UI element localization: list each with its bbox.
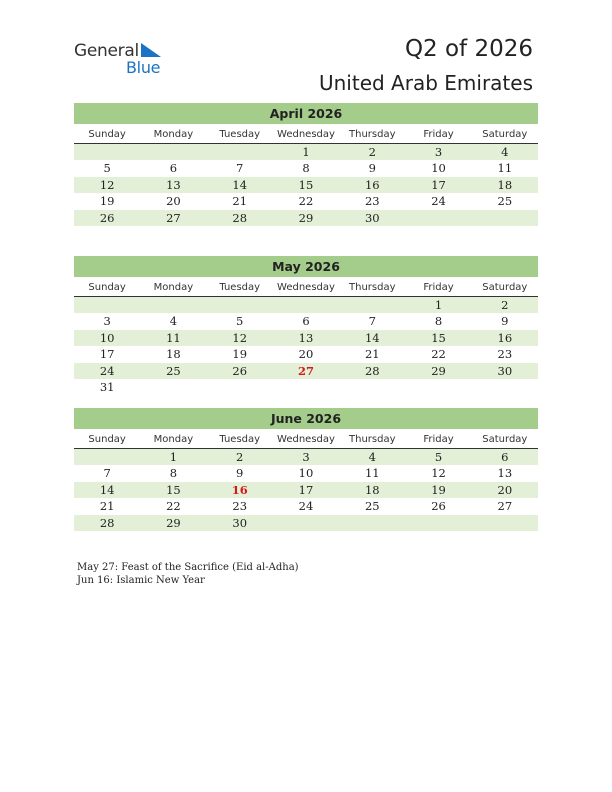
- week-row: [74, 498, 538, 514]
- month-title: May 2026: [74, 256, 538, 277]
- weekday-label: Monday: [153, 434, 194, 445]
- weekday-label: Wednesday: [277, 129, 335, 140]
- logo-blue-text: Blue: [126, 58, 161, 77]
- day-cell: 7: [368, 314, 376, 329]
- week-row: [74, 297, 538, 313]
- week-row: [74, 330, 538, 346]
- day-cell: [472, 515, 538, 531]
- week-row: [74, 379, 538, 395]
- day-cell: 18: [497, 177, 513, 192]
- day-cell: 6: [169, 161, 178, 176]
- day-cell: 12: [99, 177, 115, 192]
- day-cell: 1: [169, 450, 178, 464]
- day-cell: 25: [497, 194, 513, 209]
- day-cell: 21: [99, 499, 115, 514]
- day-cell: 19: [431, 482, 446, 497]
- day-cell: 24: [431, 194, 446, 209]
- day-cell: 27: [166, 210, 181, 225]
- weekday-label: Tuesday: [219, 129, 261, 140]
- day-cell: 13: [497, 466, 513, 481]
- day-cell: 9: [236, 466, 244, 481]
- week-row: [74, 160, 538, 176]
- day-cell: 10: [99, 330, 115, 345]
- day-cell: 17: [99, 347, 115, 362]
- day-cell: 25: [364, 499, 380, 514]
- weekday-label: Thursday: [349, 434, 396, 445]
- weekday-label: Sunday: [88, 434, 126, 445]
- weekday-label: Thursday: [349, 282, 396, 293]
- day-cell: 17: [431, 177, 446, 192]
- day-cell: 18: [166, 347, 181, 362]
- day-cell: 12: [232, 330, 248, 345]
- day-cell: 22: [166, 499, 181, 514]
- day-cell: 29: [298, 210, 314, 225]
- week-row: [74, 465, 538, 481]
- day-cell: 5: [434, 450, 443, 464]
- month-may: [74, 256, 538, 395]
- day-cell: 15: [166, 482, 181, 497]
- week-row: [74, 515, 538, 531]
- day-cell: 24: [298, 499, 314, 514]
- day-cell: 30: [364, 210, 380, 225]
- day-cell: 20: [166, 194, 181, 209]
- week-row: [74, 346, 538, 362]
- day-cell: 28: [232, 210, 248, 225]
- day-cell: 4: [368, 450, 376, 464]
- day-cell: 2: [368, 145, 376, 159]
- day-cell: [207, 379, 273, 395]
- day-cell: 2: [501, 298, 509, 312]
- day-cell: 26: [99, 210, 115, 225]
- day-cell: 3: [302, 450, 310, 464]
- holiday-notes: [77, 561, 299, 587]
- day-cell: 29: [431, 363, 446, 378]
- day-cell: 24: [99, 363, 115, 378]
- weekday-label: Friday: [423, 129, 454, 140]
- holiday-day-cell: 27: [297, 363, 314, 378]
- weekday-header-row: [74, 431, 538, 449]
- week-row: [74, 449, 538, 465]
- day-cell: 17: [298, 482, 314, 497]
- day-cell: 20: [298, 347, 314, 362]
- day-cell: 5: [103, 161, 111, 176]
- day-cell: 7: [103, 466, 111, 481]
- day-cell: 15: [298, 177, 314, 192]
- day-cell: 21: [364, 347, 380, 362]
- country-name: United Arab Emirates: [318, 71, 533, 95]
- day-cell: [140, 379, 206, 395]
- logo-flag-icon: [141, 43, 163, 59]
- month-title: April 2026: [74, 103, 538, 124]
- day-cell: 4: [169, 314, 178, 329]
- day-cell: 30: [497, 363, 513, 378]
- day-cell: [74, 449, 140, 465]
- holiday-day-cell: 16: [231, 482, 248, 497]
- day-cell: 6: [302, 314, 310, 329]
- day-cell: 19: [232, 347, 248, 362]
- day-cell: 16: [497, 330, 513, 345]
- day-cell: [273, 379, 339, 395]
- day-cell: 22: [431, 347, 446, 362]
- day-cell: [74, 144, 140, 160]
- day-cell: [339, 297, 405, 313]
- day-cell: [405, 515, 471, 531]
- weekday-header-row: [74, 279, 538, 297]
- day-cell: 2: [236, 450, 244, 464]
- weekday-label: Tuesday: [219, 282, 261, 293]
- day-cell: 14: [364, 330, 380, 345]
- day-cell: 29: [166, 515, 181, 530]
- weekday-label: Thursday: [349, 129, 396, 140]
- week-row: [74, 193, 538, 209]
- day-cell: 12: [431, 466, 446, 481]
- day-cell: 30: [232, 515, 248, 530]
- weekday-label: Wednesday: [277, 282, 335, 293]
- day-cell: [472, 210, 538, 226]
- week-row: [74, 210, 538, 226]
- day-cell: 11: [364, 466, 380, 481]
- day-cell: 26: [232, 363, 248, 378]
- weekday-label: Friday: [423, 434, 454, 445]
- day-cell: 14: [232, 177, 248, 192]
- month-april: [74, 103, 538, 226]
- day-cell: 11: [497, 161, 513, 176]
- day-cell: 18: [364, 482, 380, 497]
- day-cell: 15: [431, 330, 446, 345]
- day-cell: [207, 144, 273, 160]
- day-cell: 8: [302, 161, 310, 176]
- day-cell: 13: [166, 177, 181, 192]
- day-cell: 26: [431, 499, 446, 514]
- day-cell: 3: [103, 314, 111, 329]
- day-cell: 5: [236, 314, 244, 329]
- day-cell: [405, 379, 471, 395]
- day-cell: [140, 144, 206, 160]
- day-cell: 25: [166, 363, 181, 378]
- day-cell: [472, 379, 538, 395]
- day-cell: 28: [364, 363, 380, 378]
- day-cell: 19: [99, 194, 115, 209]
- day-cell: 14: [99, 482, 115, 497]
- week-row: [74, 363, 538, 379]
- day-cell: 16: [364, 177, 380, 192]
- day-cell: 9: [501, 314, 509, 329]
- day-cell: 6: [501, 450, 509, 464]
- day-cell: 22: [298, 194, 314, 209]
- month-title: June 2026: [74, 408, 538, 429]
- weekday-label: Tuesday: [219, 434, 261, 445]
- day-cell: 20: [497, 482, 513, 497]
- day-cell: 11: [166, 330, 181, 345]
- logo-general-text: General: [74, 41, 139, 61]
- day-cell: [273, 515, 339, 531]
- day-cell: [74, 297, 140, 313]
- weekday-label: Sunday: [88, 282, 126, 293]
- week-row: [74, 313, 538, 329]
- logo: [74, 41, 174, 77]
- day-cell: [339, 379, 405, 395]
- day-cell: 10: [431, 161, 446, 176]
- day-cell: 23: [497, 347, 513, 362]
- day-cell: [339, 515, 405, 531]
- holiday-note: Jun 16: Islamic New Year: [77, 575, 205, 586]
- day-cell: 9: [368, 161, 376, 176]
- weekday-label: Saturday: [482, 129, 528, 140]
- day-cell: 23: [232, 499, 248, 514]
- day-cell: 7: [236, 161, 244, 176]
- day-cell: 13: [298, 330, 314, 345]
- weekday-label: Sunday: [88, 129, 126, 140]
- week-row: [74, 144, 538, 160]
- day-cell: 10: [298, 466, 314, 481]
- weekday-label: Saturday: [482, 434, 528, 445]
- day-cell: 21: [232, 194, 248, 209]
- day-cell: [405, 210, 471, 226]
- day-cell: [273, 297, 339, 313]
- week-row: [74, 177, 538, 193]
- day-cell: 8: [434, 314, 443, 329]
- day-cell: 4: [501, 145, 509, 159]
- day-cell: 23: [364, 194, 380, 209]
- day-cell: 8: [169, 466, 178, 481]
- day-cell: 31: [99, 379, 115, 394]
- day-cell: [140, 297, 206, 313]
- week-row: [74, 482, 538, 498]
- weekday-label: Monday: [153, 282, 194, 293]
- day-cell: 1: [302, 145, 310, 159]
- month-june: [74, 408, 538, 531]
- weekday-header-row: [74, 126, 538, 144]
- weekday-label: Wednesday: [277, 434, 335, 445]
- weekday-label: Saturday: [482, 282, 528, 293]
- day-cell: 3: [434, 145, 443, 159]
- day-cell: 28: [99, 515, 115, 530]
- page-title: Q2 of 2026: [404, 36, 533, 62]
- day-cell: 27: [497, 499, 513, 514]
- day-cell: 1: [434, 298, 443, 312]
- day-cell: [207, 297, 273, 313]
- weekday-label: Monday: [153, 129, 194, 140]
- holiday-note: May 27: Feast of the Sacrifice (Eid al-Adha): [77, 562, 299, 573]
- weekday-label: Friday: [423, 282, 454, 293]
